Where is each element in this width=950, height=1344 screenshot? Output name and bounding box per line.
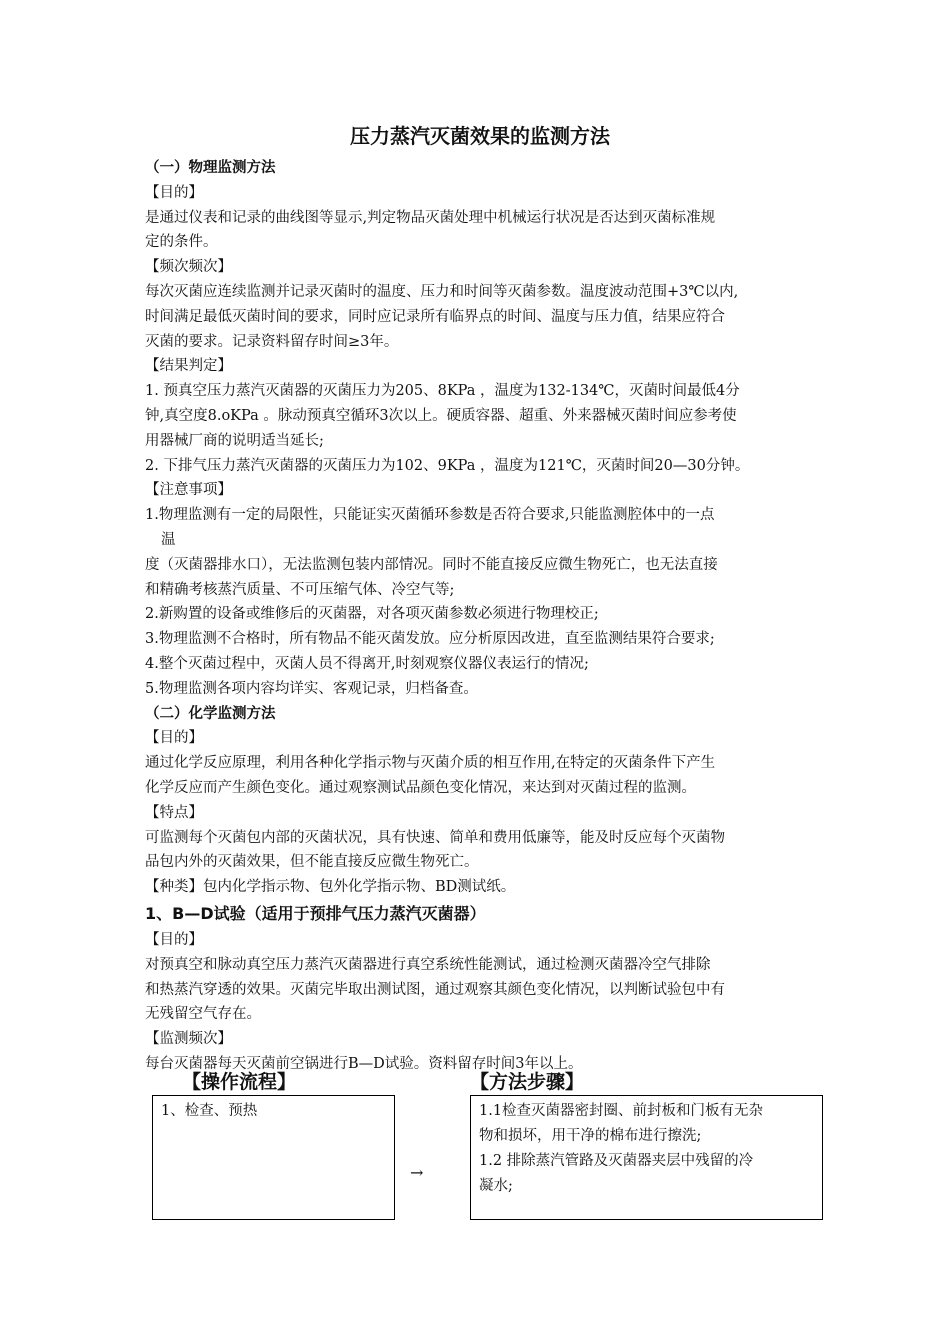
flow-step-text: 1、检查、预热 bbox=[161, 1103, 258, 1119]
paragraph-line: 用器械厂商的说明适当延长; bbox=[145, 432, 324, 449]
bd-test-heading: 1、B—D试验（适用于预排气压力蒸汽灭菌器） bbox=[145, 903, 486, 923]
paragraph-line: 度（灭菌器排水口），无法监测包装内部情况。同时不能直接反应微生物死亡，也无法直接 bbox=[145, 556, 718, 573]
result-label: 【结果判定】 bbox=[145, 358, 232, 375]
paragraph-line: 4.整个灭菌过程中，灭菌人员不得离开,时刻观察仪器仪表运行的情况; bbox=[145, 655, 589, 672]
paragraph-line: 1.物理监测有一定的局限性，只能证实灭菌循环参数是否符合要求,只能监测腔体中的一点 bbox=[145, 507, 715, 524]
purpose-label: 【目的】 bbox=[145, 931, 203, 948]
paragraph-line: 对预真空和脉动真空压力蒸汽灭菌器进行真空系统性能测试，通过检测灭菌器冷空气排除 bbox=[145, 956, 711, 973]
paragraph-line: 1. 预真空压力蒸汽灭菌器的灭菌压力为205、8KPa ，温度为132-134℃，灭菌时间最低4分 bbox=[145, 383, 740, 400]
paragraph-line: 是通过仪表和记录的曲线图等显示,判定物品灭菌处理中机械运行状况是否达到灭菌标准规 bbox=[145, 209, 716, 226]
flow-right-heading: 【方法步骤】 bbox=[470, 1071, 585, 1093]
paragraph-line: 钟,真空度8.oKPa 。脉动预真空循环3次以上。硬质容器、超重、外来器械灭菌时间应参考使 bbox=[145, 407, 737, 424]
arrow-right-icon: → bbox=[410, 1163, 424, 1182]
frequency-label: 【频次频次】 bbox=[145, 259, 232, 276]
notes-label: 【注意事项】 bbox=[145, 482, 232, 499]
paragraph-line: 3.物理监测不合格时，所有物品不能灭菌发放。应分析原因改进，直至监测结果符合要求; bbox=[145, 631, 715, 648]
purpose-label: 【目的】 bbox=[145, 730, 203, 747]
paragraph-line: 每次灭菌应连续监测并记录灭菌时的温度、压力和时间等灭菌参数。温度波动范围+3℃以内, bbox=[145, 283, 739, 300]
paragraph-line: 每台灭菌器每天灭菌前空锅进行B—D试验。资料留存时间3年以上。 bbox=[145, 1055, 583, 1072]
paragraph-line: 5.物理监测各项内容均详实、客观记录，归档备查。 bbox=[145, 680, 478, 697]
paragraph-line: 时间满足最低灭菌时间的要求，同时应记录所有临界点的时间、温度与压力值，结果应符合 bbox=[145, 308, 725, 325]
paragraph-line: 通过化学反应原理，利用各种化学指示物与灭菌介质的相互作用,在特定的灭菌条件下产生 bbox=[145, 755, 716, 772]
method-step-line: 1.2 排除蒸汽管路及灭菌器夹层中残留的冷 bbox=[479, 1153, 754, 1169]
method-step-line: 凝水; bbox=[479, 1178, 513, 1194]
paragraph-line: 品包内外的灭菌效果，但不能直接反应微生物死亡。 bbox=[145, 854, 479, 871]
paragraph-line: 定的条件。 bbox=[145, 234, 218, 251]
section-heading-physical: （一）物理监测方法 bbox=[145, 160, 276, 176]
purpose-label: 【目的】 bbox=[145, 184, 203, 201]
feature-label: 【特点】 bbox=[145, 804, 203, 821]
paragraph-line: 化学反应而产生颜色变化。通过观察测试品颜色变化情况，来达到对灭菌过程的监测。 bbox=[145, 779, 696, 796]
paragraph-line: 2. 下排气压力蒸汽灭菌器的灭菌压力为102、9KPa ，温度为121℃，灭菌时间20—30分钟。 bbox=[145, 457, 750, 474]
monitor-frequency-label: 【监测频次】 bbox=[145, 1031, 232, 1048]
method-step-line: 1.1检查灭菌器密封圈、前封板和门板有无杂 bbox=[479, 1103, 764, 1119]
paragraph-line: 灭菌的要求。记录资料留存时间≥3年。 bbox=[145, 333, 399, 350]
paragraph-line: 和热蒸汽穿透的效果。灭菌完毕取出测试图，通过观察其颜色变化情况，以判断试验包中有 bbox=[145, 981, 725, 998]
page-title: 压力蒸汽灭菌效果的监测方法 bbox=[350, 124, 610, 148]
section-heading-chemical: （二）化学监测方法 bbox=[145, 705, 276, 722]
method-step-box bbox=[470, 1095, 823, 1220]
paragraph-line: 无残留空气存在。 bbox=[145, 1006, 261, 1023]
paragraph-line: 2.新购置的设备或维修后的灭菌器，对各项灭菌参数必须进行物理校正; bbox=[145, 606, 599, 623]
paragraph-line: 和精确考核蒸汽质量、不可压缩气体、冷空气等; bbox=[145, 581, 455, 598]
flow-left-heading: 【操作流程】 bbox=[182, 1071, 297, 1093]
method-step-line: 物和损坏，用干净的棉布进行擦洗; bbox=[479, 1128, 702, 1144]
document-page bbox=[145, 120, 815, 1077]
types-line: 【种类】包内化学指示物、包外化学指示物、BD测试纸。 bbox=[145, 879, 516, 896]
paragraph-line: 可监测每个灭菌包内部的灭菌状况，具有快速、简单和费用低廉等，能及时反应每个灭菌物 bbox=[145, 829, 725, 846]
paragraph-line: 温 bbox=[161, 531, 176, 548]
flow-step-box bbox=[152, 1095, 395, 1220]
